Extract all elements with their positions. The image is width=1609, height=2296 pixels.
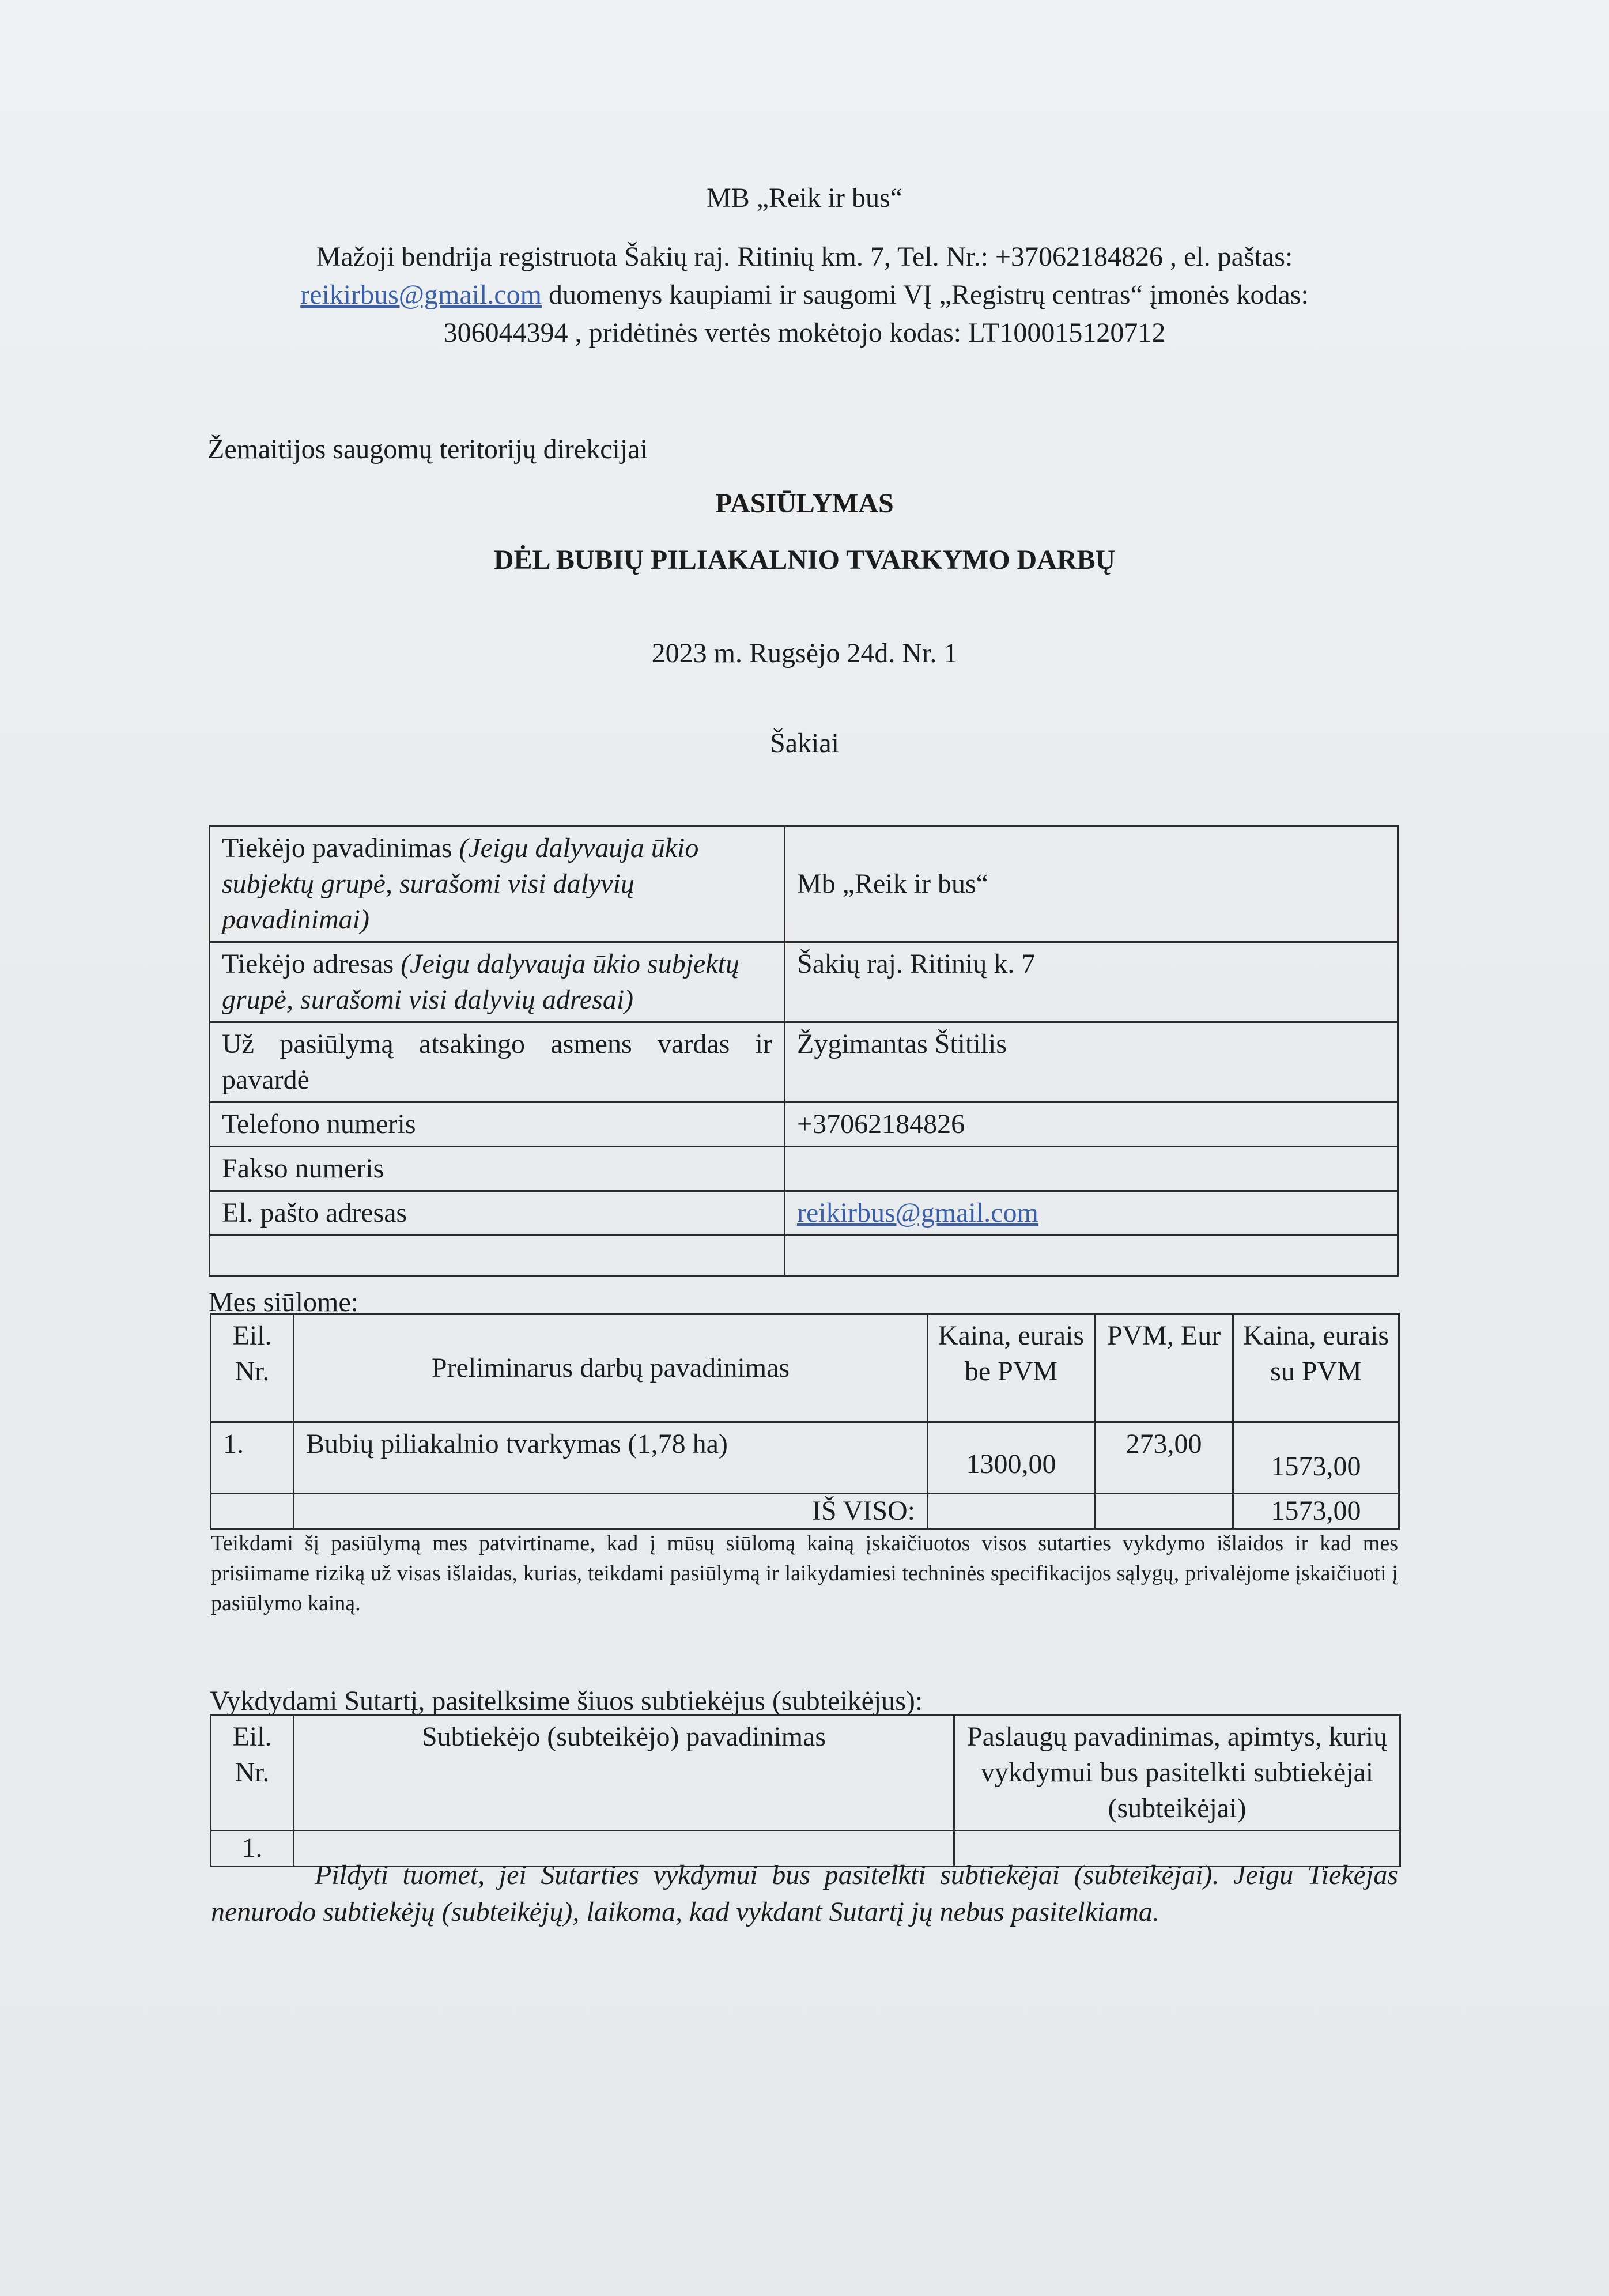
- phone-label: Telefono numeris: [210, 1102, 785, 1147]
- phone-value: +37062184826: [785, 1102, 1398, 1147]
- subcontractors-note: Pildyti tuomet, jei Sutarties vykdymui bus pasitelkti subtiekėjai (subteikėjai). Jeigu Tiekėjas nenurodo subtiekėjų (subteikėjų), laikoma, kad vykdant Sutartį jų nebus pasitelkiama.: [211, 1860, 1398, 1927]
- supplier-name-value: Mb „Reik ir bus“: [785, 826, 1398, 942]
- subcontractors-table-header: [211, 1715, 1400, 1831]
- addressee: Žemaitijos saugomų teritorijų direkcijai: [207, 434, 648, 465]
- table-row: [210, 1022, 1398, 1102]
- cell-nr: 1.: [211, 1831, 294, 1867]
- email-value[interactable]: [785, 1191, 1398, 1236]
- supplier-address-value: Šakių raj. Ritinių k. 7: [785, 942, 1398, 1022]
- document-title: PASIŪLYMAS: [715, 488, 894, 519]
- responsible-person-label: Už pasiūlymą atsakingo asmens vardas ir pavardė: [210, 1022, 785, 1102]
- company-details-line-2-rest: duomenys kaupiami ir saugomi VĮ „Registrų centras“ įmonės kodas:: [541, 280, 1309, 310]
- supplier-address-label: Tiekėjo adresas (Jeigu dalyvauja ūkio subjektų grupė, surašomi visi dalyvių adresai): [210, 942, 785, 1022]
- email-label: El. pašto adresas: [210, 1191, 785, 1236]
- table-row: [210, 1236, 1398, 1276]
- total-row: [211, 1494, 1399, 1530]
- empty-cell: [1095, 1494, 1233, 1530]
- fax-label: Fakso numeris: [210, 1147, 785, 1191]
- offer-table-header: [211, 1314, 1399, 1422]
- document-date-number: 2023 m. Rugsėjo 24d. Nr. 1: [651, 638, 958, 669]
- subcontractors-intro: Vykdydami Sutartį, pasitelksime šiuos subtiekėjus (subteikėjus):: [210, 1686, 923, 1716]
- offer-note: Teikdami šį pasiūlymą mes patvirtiname, kad į mūsų siūlomą kainą įskaičiuotos visos sutarties vykdymo išlaidos ir kad mes prisiimame riziką už visas išlaidas, kurias, teikdami pasiūlymą ir laikydamiesi techninės specifikacijos sąlygų, privalėjome įskaičiuoti į pasiūlymo kainą.: [211, 1531, 1398, 1615]
- company-email-link[interactable]: reikirbus@gmail.com: [300, 280, 542, 310]
- cell-price-with-vat: 1573,00: [1233, 1422, 1399, 1494]
- empty-cell: [785, 1236, 1398, 1276]
- header-price-with-vat: Kaina, eurais su PVM: [1233, 1314, 1399, 1422]
- supplier-name-label: Tiekėjo pavadinimas (Jeigu dalyvauja ūkio subjektų grupė, surašomi visi dalyvių pavadinimai): [210, 826, 785, 942]
- cell-work-name: Bubių piliakalnio tvarkymas (1,78 ha): [294, 1422, 928, 1494]
- company-name: MB „Reik ir bus“: [707, 183, 902, 213]
- company-details-line-1: Mažoji bendrija registruota Šakių raj. Ritinių km. 7, Tel. Nr.: +37062184826 , el. paštas:: [316, 241, 1293, 272]
- table-row: [210, 826, 1398, 942]
- header-nr: Eil. Nr.: [211, 1314, 294, 1422]
- company-details-line-3: 306044394 , pridėtinės vertės mokėtojo kodas: LT100015120712: [443, 318, 1166, 348]
- header-subcontractor-name: Subtiekėjo (subteikėjo) pavadinimas: [294, 1715, 954, 1831]
- table-row: [210, 1102, 1398, 1147]
- header-nr: Eil. Nr.: [211, 1715, 294, 1831]
- empty-cell: [211, 1494, 294, 1530]
- table-row: [211, 1422, 1399, 1494]
- supplier-info-table: [209, 825, 1399, 1277]
- company-details-line-2: [0, 277, 1609, 314]
- offer-intro: Mes siūlome:: [209, 1287, 358, 1317]
- total-label: IŠ VISO:: [294, 1494, 928, 1530]
- offer-table: [210, 1313, 1400, 1530]
- responsible-person-value: Žygimantas Štitilis: [785, 1022, 1398, 1102]
- fax-value: [785, 1147, 1398, 1191]
- header-price-no-vat: Kaina, eurais be PVM: [928, 1314, 1095, 1422]
- table-row: [210, 942, 1398, 1022]
- document-place: Šakiai: [770, 728, 839, 758]
- table-row: [210, 1191, 1398, 1236]
- table-row: [210, 1147, 1398, 1191]
- header-vat: PVM, Eur: [1095, 1314, 1233, 1422]
- subcontractors-table: [210, 1714, 1401, 1867]
- supplier-email-link[interactable]: reikirbus@gmail.com: [797, 1198, 1038, 1228]
- total-value: 1573,00: [1233, 1494, 1399, 1530]
- document-subtitle: DĖL BUBIŲ PILIAKALNIO TVARKYMO DARBŲ: [493, 545, 1116, 575]
- cell-vat: 273,00: [1095, 1422, 1233, 1494]
- empty-cell: [928, 1494, 1095, 1530]
- header-services: Paslaugų pavadinimas, apimtys, kurių vykdymui bus pasitelkti subtiekėjai (subteikėjai): [954, 1715, 1400, 1831]
- cell-price-no-vat: 1300,00: [928, 1422, 1095, 1494]
- cell-nr: 1.: [211, 1422, 294, 1494]
- header-work-name: Preliminarus darbų pavadinimas: [294, 1314, 928, 1422]
- empty-cell: [210, 1236, 785, 1276]
